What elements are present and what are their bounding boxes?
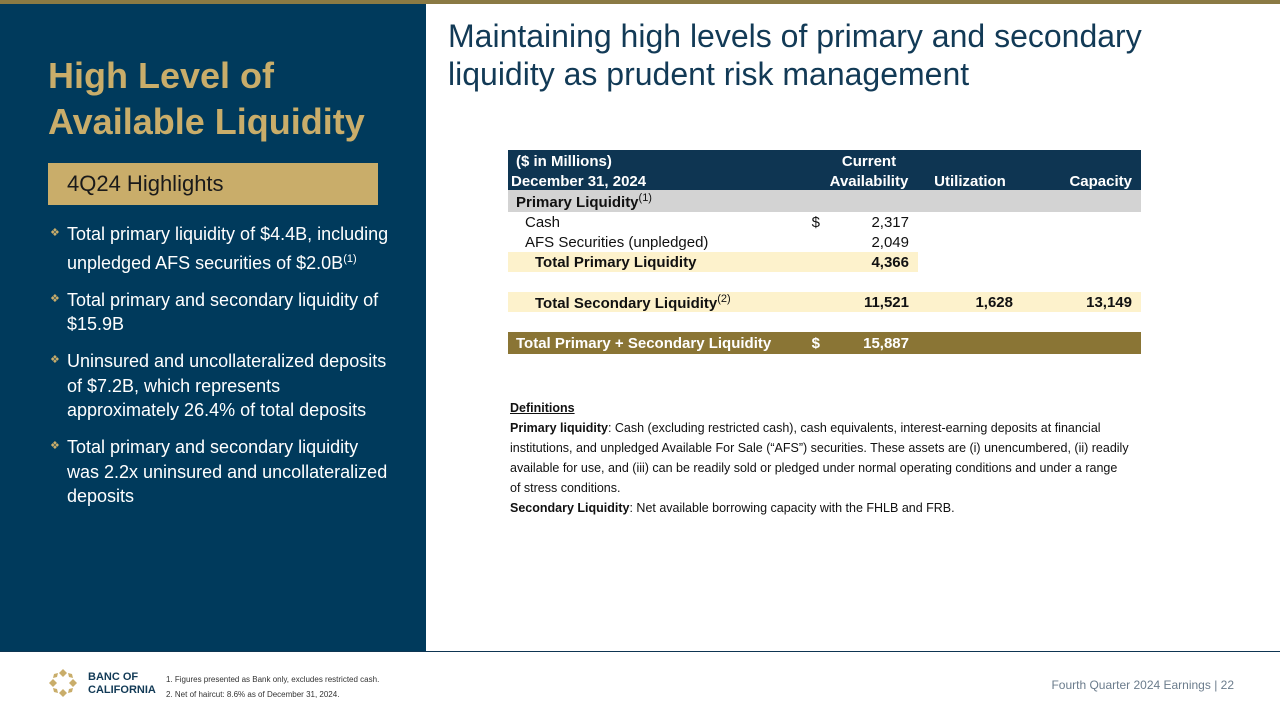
highlights-label: 4Q24 Highlights [48, 163, 378, 205]
diamond-bullet-icon: ❖ [50, 354, 60, 366]
primary-section-label: Primary Liquidity [516, 193, 639, 211]
footnote-ref: (1) [638, 191, 652, 204]
dollar-sign [798, 232, 820, 252]
row-label: Cash [525, 213, 561, 231]
secondary-text: : Net available borrowing capacity with the FHLB and FRB. [629, 501, 955, 515]
header-blank [798, 170, 820, 190]
header-blank [918, 150, 1022, 170]
highlight-item [50, 222, 390, 275]
liquidity-table [508, 150, 1141, 354]
capacity-value: 13,149 [1022, 292, 1141, 312]
grand-total-row [508, 332, 1141, 354]
availability-value: 15,887 [820, 332, 918, 354]
primary-term: Primary liquidity [510, 421, 608, 435]
availability-value: 11,521 [820, 292, 918, 312]
highlight-item [50, 349, 390, 423]
availability-header: Availability [820, 170, 918, 190]
current-header: Current [820, 150, 918, 170]
total-primary-row [508, 252, 1141, 272]
empty-cell [918, 212, 1022, 232]
footnotes [166, 672, 379, 702]
footnote-2: 2. Net of haircut: 8.6% as of December 31, 2024. [166, 690, 340, 699]
empty-cell [918, 332, 1022, 354]
availability-value: 2,049 [871, 233, 909, 251]
row-label-cell [508, 292, 798, 312]
logo-line-1: BANC OF [88, 671, 139, 683]
highlight-item [50, 435, 390, 509]
availability-value: 2,317 [871, 213, 909, 231]
empty-cell [508, 272, 1141, 292]
utilization-header: Utilization [918, 170, 1022, 190]
slide-headline: Maintaining high levels of primary and secondary liquidity as prudent risk management [448, 18, 1142, 92]
spacer-row [508, 312, 1141, 332]
empty-cell [798, 252, 820, 272]
secondary-definition [510, 498, 1130, 518]
table-header-row [508, 170, 1141, 190]
empty-cell [1022, 252, 1141, 272]
total-secondary-row [508, 292, 1141, 312]
header-blank [798, 150, 820, 170]
spacer-row [508, 272, 1141, 292]
dollar-sign: $ [798, 332, 820, 354]
section-label [508, 190, 1141, 212]
capacity-header: Capacity [1022, 170, 1141, 190]
primary-section-row [508, 190, 1141, 212]
footer-divider [0, 651, 1280, 652]
row-label: Total Secondary Liquidity [535, 294, 718, 312]
highlight-text: Total primary and secondary liquidity of $15.9B [67, 289, 379, 334]
banc-of-california-logo [48, 668, 78, 698]
highlight-item [50, 288, 390, 337]
footnote-1: 1. Figures presented as Bank only, excludes restricted cash. [166, 675, 380, 684]
highlight-text: Total primary liquidity of $4.4B, including unpledged AFS securities of $2.0B [67, 224, 389, 273]
date-header: December 31, 2024 [508, 170, 798, 190]
footer-page-label: Fourth Quarter 2024 Earnings | 22 [1051, 678, 1234, 692]
empty-cell [1022, 232, 1141, 252]
highlight-text: Total primary and secondary liquidity was 2.2x uninsured and uncollateralized deposits [67, 437, 388, 506]
page-title: High Level of Available Liquidity [48, 55, 365, 142]
footnote-ref: (2) [717, 292, 731, 305]
primary-definition [510, 418, 1130, 498]
logo-line-2: CALIFORNIA [88, 684, 156, 696]
table-row [508, 232, 1141, 252]
secondary-term: Secondary Liquidity [510, 501, 630, 515]
empty-cell [508, 312, 1141, 332]
row-label: AFS Securities (unpledged) [525, 233, 709, 251]
definitions-heading: Definitions [510, 401, 575, 415]
row-label: Total Primary + Secondary Liquidity [508, 332, 798, 354]
table-row [508, 212, 1141, 232]
header-blank [1022, 150, 1141, 170]
table-header-row [508, 150, 1141, 170]
primary-text: : Cash (excluding restricted cash), cash equivalents, interest-earning deposits at financial institutions, and unpledged Available For Sale (“AFS”) securities. These assets are (i) unencumbered, (ii) readily available for use, and (iii) can be readily sold or pledged under normal operating conditions and under a range of stress conditions. [510, 421, 1129, 495]
highlight-text: Uninsured and uncollateralized deposits of $7.2B, which represents approximately 26.4% of total deposits [67, 351, 387, 420]
highlights-list [50, 222, 390, 521]
utilization-value: 1,628 [918, 292, 1022, 312]
empty-cell [1022, 212, 1141, 232]
diamond-bullet-icon: ❖ [50, 292, 60, 305]
dollar-sign: $ [811, 213, 820, 231]
empty-cell [918, 232, 1022, 252]
footnote-ref: (1) [343, 252, 357, 265]
availability-value: 4,366 [820, 252, 918, 272]
units-header: ($ in Millions) [508, 150, 798, 170]
logo-text [88, 671, 156, 697]
definitions-block [510, 398, 1130, 518]
empty-cell [798, 292, 820, 312]
diamond-bullet-icon: ❖ [50, 227, 60, 239]
diamond-bullet-icon: ❖ [50, 440, 60, 452]
row-label: Total Primary Liquidity [508, 252, 798, 272]
empty-cell [1022, 332, 1141, 354]
empty-cell [918, 252, 1022, 272]
